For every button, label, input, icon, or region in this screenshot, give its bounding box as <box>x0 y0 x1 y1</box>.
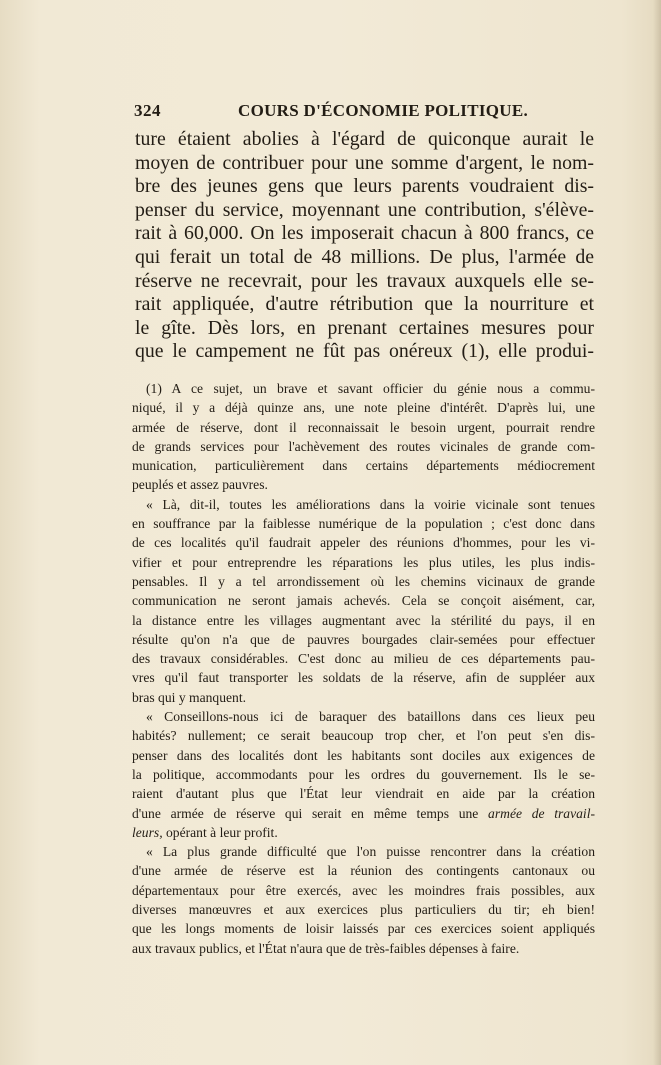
footnote-line: raient d'autant plus que l'État leur viendrait en aide par la création <box>132 786 595 802</box>
footnote <box>132 379 595 958</box>
footnote-line: des travaux considérables. C'est donc au milieu de ces départements pau- <box>132 651 595 667</box>
footnote-line: « Là, dit-il, toutes les améliorations dans la voirie vicinale sont tenues <box>146 496 595 512</box>
footnote-line: en souffrance par la faiblesse numérique de la population ; c'est donc dans <box>132 516 595 532</box>
footnote-italic-text: leurs, <box>132 824 163 840</box>
footnote-line: aux travaux publics, et l'État n'aura que de très-faibles dépenses à faire. <box>132 940 520 956</box>
footnote-line-with-italic <box>132 823 595 842</box>
footnote-line: armée de réserve, dont il reconnaissait le besoin urgent, pourrait rendre <box>132 419 595 435</box>
footnote-line: « Conseillons-nous ici de baraquer des bataillons dans ces lieux peu <box>146 709 595 725</box>
footnote-line: que les longs moments de loisir laissés par ces exercices soient appliqués <box>132 921 595 937</box>
footnote-line: (1) A ce sujet, un brave et savant officier du génie nous a commu- <box>146 381 595 396</box>
main-text-line: rait à 60,000. On les imposerait chacun à 800 francs, ce <box>135 222 594 245</box>
main-text-line: penser du service, moyennant une contribution, s'élève- <box>135 198 594 221</box>
footnote-line: penser dans des localités dont les habitants sont dociles aux exigences de <box>132 747 595 763</box>
footnote-line: niqué, il y a déjà quinze ans, une note pleine d'intérêt. D'après lui, une <box>132 400 595 416</box>
footnote-line: communication ne seront jamais achevés. Cela se conçoit aisément, car, <box>132 593 595 609</box>
footnote-line: de ces localités qu'il faudrait appeler des réunions d'hommes, pour les vi- <box>132 535 595 551</box>
footnote-line: de grands services pour l'achèvement des routes vicinales de grande com- <box>132 438 595 454</box>
footnote-line: « La plus grande difficulté que l'on puisse rencontrer dans la création <box>146 844 595 860</box>
footnote-line: d'une armée de réserve est la réunion des contingents cantonaux ou <box>132 863 595 879</box>
main-text-line: moyen de contribuer pour une somme d'argent, le nom- <box>135 151 594 174</box>
footnote-line: pensables. Il y a tel arrondissement où les chemins vicinaux de grande <box>132 573 595 589</box>
footnote-line: la politique, accommodants pour les ordres du gouvernement. Ils le se- <box>132 766 595 782</box>
footnote-line-with-italic <box>132 804 595 823</box>
page-number: 324 <box>134 101 161 120</box>
main-text-line: réserve ne recevrait, pour les travaux auxquels elle se- <box>135 269 594 292</box>
page-edge-shadow <box>653 0 661 1065</box>
running-title: COURS D'ÉCONOMIE POLITIQUE. <box>238 101 529 120</box>
main-text-line: que le campement ne fût pas onéreux (1), elle produi- <box>135 340 594 363</box>
footnote-line: bras qui y manquent. <box>132 689 247 705</box>
footnote-line: munication, particulièrement dans certains départements médiocrement <box>132 458 595 474</box>
footnote-line: départementaux pour être exercés, avec les moindres frais possibles, aux <box>132 882 595 898</box>
main-text-line: le gîte. Dès lors, en prenant certaines mesures pour <box>135 316 594 339</box>
footnote-line: la distance entre les villages augmentant avec la stérilité du pays, il en <box>132 612 595 628</box>
footnote-text: d'une armée de réserve qui serait en même temps une <box>132 805 479 821</box>
page-header <box>134 101 594 125</box>
footnote-line: diverses manœuvres et aux exercices plus particuliers du tir; eh bien! <box>132 902 595 918</box>
footnote-line: vres qu'il faut transporter les soldats de la réserve, afin de suppléer aux <box>132 670 595 686</box>
footnote-italic-text: armée de travail- <box>488 805 595 821</box>
footnote-text: opérant à leur profit. <box>162 824 278 840</box>
main-text-line: rait appliquée, d'autre rétribution que la nourriture et <box>135 293 594 316</box>
main-paragraph <box>135 128 594 364</box>
main-text-line: qui ferait un total de 48 millions. De plus, l'armée de <box>135 245 594 268</box>
footnote-line: vifier et pour entreprendre les réparations les plus utiles, les plus indis- <box>132 554 595 570</box>
footnote-line: habités? nullement; ce serait beaucoup trop cher, et l'on peut s'en dis- <box>132 728 595 744</box>
main-text-line: ture étaient abolies à l'égard de quiconque aurait le <box>135 128 594 150</box>
footnote-line: peuplés et assez pauvres. <box>132 477 268 493</box>
main-text-line: bre des jeunes gens que leurs parents voudraient dis- <box>135 175 594 198</box>
footnote-line: résulte qu'on n'a que de pauvres bourgades clair-semées pour effectuer <box>132 631 595 647</box>
